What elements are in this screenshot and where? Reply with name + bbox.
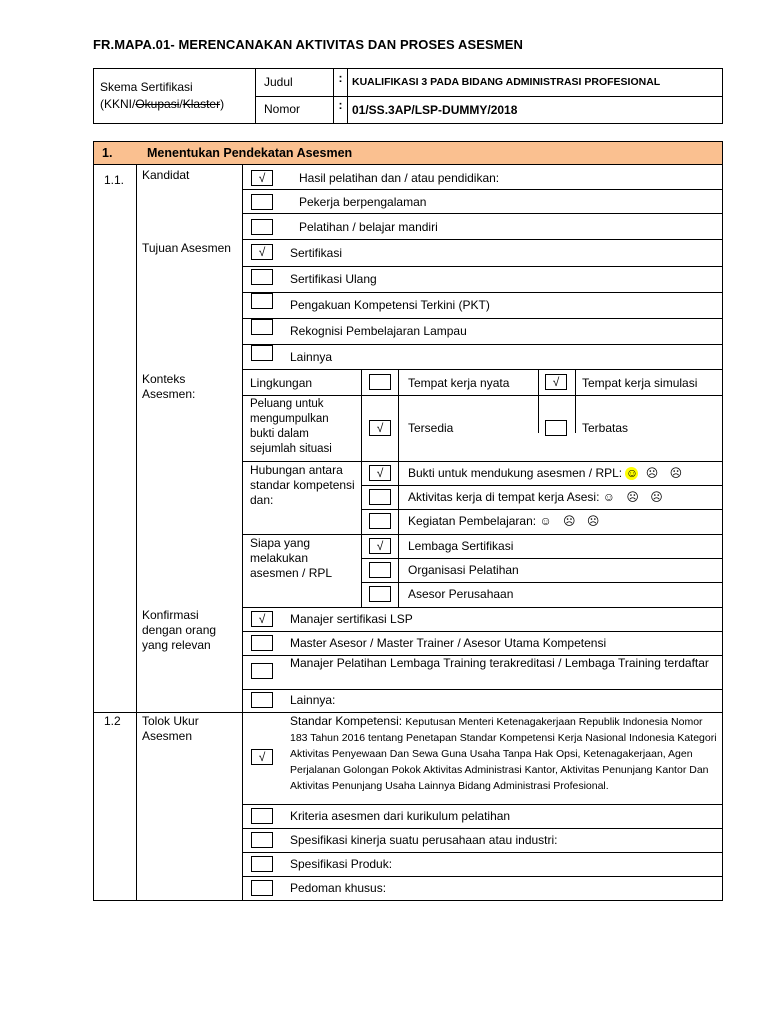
scheme-label: Skema Sertifikasi	[100, 80, 193, 94]
divider	[538, 369, 539, 433]
smiley-icon: ☺ ☹ ☹	[602, 490, 667, 504]
divider	[242, 534, 722, 535]
kandidat-option: Hasil pelatihan dan / atau pendidikan:	[299, 171, 500, 185]
standar-kompetensi-checkbox[interactable]: √	[251, 749, 273, 765]
tujuan-checkbox[interactable]	[251, 319, 273, 335]
kandidat-option: Pekerja berpengalaman	[299, 195, 427, 209]
divider	[242, 804, 722, 805]
konfirmasi-checkbox[interactable]	[251, 692, 273, 708]
kandidat-checkbox[interactable]: √	[251, 170, 273, 186]
hubungan-checkbox[interactable]	[369, 513, 391, 529]
divider	[575, 369, 576, 433]
tujuan-checkbox[interactable]	[251, 293, 273, 309]
kandidat-checkbox[interactable]	[251, 219, 273, 235]
tujuan-label: Tujuan Asesmen	[142, 241, 231, 255]
hubungan-checkbox[interactable]	[369, 489, 391, 505]
konfirmasi-checkbox[interactable]	[251, 635, 273, 651]
section-number: 1.	[102, 146, 113, 160]
tempat-kerja-simulasi-checkbox[interactable]: √	[545, 374, 567, 390]
tujuan-option: Lainnya	[290, 350, 333, 364]
konfirmasi-label: Konfirmasi dengan orang yang relevan	[142, 608, 217, 652]
tujuan-checkbox[interactable]	[251, 269, 273, 285]
konfirmasi-option: Lainnya:	[290, 693, 336, 707]
konteks-label: Konteks Asesmen:	[142, 372, 196, 401]
divider	[242, 239, 722, 240]
siapa-checkbox[interactable]: √	[369, 538, 391, 554]
nomor-label: Nomor	[256, 96, 334, 123]
divider	[242, 828, 722, 829]
siapa-option: Lembaga Sertifikasi	[408, 539, 514, 553]
divider	[398, 369, 399, 607]
divider	[361, 558, 722, 559]
tujuan-checkbox[interactable]	[251, 345, 273, 361]
divider	[242, 213, 722, 214]
tolok-ukur-checkbox[interactable]	[251, 832, 273, 848]
smiley-icon: ☺ ☹ ☹	[539, 514, 604, 528]
kandidat-checkbox[interactable]	[251, 194, 273, 210]
hubungan-option: Kegiatan Pembelajaran: ☺ ☹ ☹	[408, 514, 604, 528]
tolok-ukur-option: Pedoman khusus:	[290, 881, 387, 895]
tolok-ukur-option: Spesifikasi Produk:	[290, 857, 393, 871]
standar-kompetensi-text: Standar Kompetensi: Keputusan Menteri Ketenagakerjaan Republik Indonesia Nomor 183 Tahun 2016 tentang Penetapan Standar Kompetensi Kerja Nasional Indonesia Kategori Aktivitas Penyewaan Dan Sewa Guna Usaha Tanpa Hak Opsi, Ketenagakerjaan, Agen Perjalanan Golongan Pokok Aktivitas Administrasi Kantor, Aktivitas Penunjang Kantor Dan Aktivitas Penunjang Usaha Lainnya Bidang Administrasi Profesional.	[290, 714, 717, 792]
scheme-label-cell	[94, 69, 256, 123]
nomor-value: 01/SS.3AP/LSP-DUMMY/2018	[352, 103, 518, 117]
hubungan-option: Aktivitas kerja di tempat kerja Asesi: ☺ ☹ ☹	[408, 490, 667, 504]
tolok-ukur-checkbox[interactable]	[251, 856, 273, 872]
hubungan-option: Bukti untuk mendukung asesmen / RPL: ☺ ☹ ☹	[408, 466, 687, 480]
tempat-kerja-simulasi-label: Tempat kerja simulasi	[582, 376, 698, 390]
document-title: FR.MAPA.01- MERENCANAKAN AKTIVITAS DAN PROSES ASESMEN	[93, 37, 523, 52]
divider	[361, 582, 722, 583]
divider	[361, 369, 362, 607]
konfirmasi-option: Manajer Pelatihan Lembaga Training terakreditasi / Lembaga Training terdaftar	[290, 656, 709, 670]
tujuan-checkbox[interactable]: √	[251, 244, 273, 260]
siapa-checkbox[interactable]	[369, 562, 391, 578]
tujuan-option: Sertifikasi	[290, 246, 343, 260]
divider	[242, 461, 722, 462]
tolok-ukur-option: Spesifikasi kinerja suatu perusahaan atau industri:	[290, 833, 558, 847]
konfirmasi-checkbox[interactable]: √	[251, 611, 273, 627]
divider	[242, 631, 722, 632]
tersedia-label: Tersedia	[408, 421, 454, 435]
scheme-type-label: (KKNI/Okupasi/Klaster)	[100, 97, 225, 111]
tujuan-option: Sertifikasi Ulang	[290, 272, 377, 286]
judul-row	[256, 69, 722, 97]
konfirmasi-option: Master Asesor / Master Trainer / Asesor Utama Kompetensi	[290, 636, 607, 650]
judul-value: KUALIFIKASI 3 PADA BIDANG ADMINISTRASI PROFESIONAL	[352, 76, 661, 88]
hubungan-checkbox[interactable]: √	[369, 465, 391, 481]
tujuan-option: Rekognisi Pembelajaran Lampau	[290, 324, 467, 338]
tersedia-checkbox[interactable]: √	[369, 420, 391, 436]
siapa-label: Siapa yang melakukan asesmen / RPL	[250, 536, 333, 580]
divider	[242, 369, 722, 370]
nomor-row	[256, 96, 722, 123]
tolok-ukur-option: Kriteria asesmen dari kurikulum pelatihan	[290, 809, 511, 823]
divider	[242, 292, 722, 293]
divider	[242, 689, 722, 690]
tempat-kerja-nyata-label: Tempat kerja nyata	[408, 376, 510, 390]
divider	[242, 852, 722, 853]
divider	[242, 189, 722, 190]
tolok-ukur-checkbox[interactable]	[251, 880, 273, 896]
tujuan-option: Pengakuan Kompetensi Terkini (PKT)	[290, 298, 490, 312]
section-title: Menentukan Pendekatan Asesmen	[147, 146, 353, 160]
divider	[242, 607, 722, 608]
section-header	[94, 142, 722, 165]
subsection-number: 1.1.	[104, 173, 125, 187]
kandidat-label: Kandidat	[142, 168, 190, 182]
smiley-selected-icon: ☺	[625, 466, 639, 480]
divider	[242, 344, 722, 345]
tolok-ukur-checkbox[interactable]	[251, 808, 273, 824]
divider	[242, 395, 722, 396]
konfirmasi-checkbox[interactable]	[251, 663, 273, 679]
scheme-header-table	[93, 68, 723, 124]
siapa-option: Asesor Perusahaan	[408, 587, 514, 601]
terbatas-checkbox[interactable]	[545, 420, 567, 436]
subsection-number: 1.2	[104, 714, 121, 728]
kandidat-option: Pelatihan / belajar mandiri	[299, 220, 438, 234]
siapa-option: Organisasi Pelatihan	[408, 563, 519, 577]
tempat-kerja-nyata-checkbox[interactable]	[369, 374, 391, 390]
peluang-label: Peluang untuk mengumpulkan bukti dalam sejumlah situasi	[250, 398, 332, 455]
siapa-checkbox[interactable]	[369, 586, 391, 602]
divider	[242, 165, 243, 900]
divider	[361, 509, 722, 510]
divider	[361, 485, 722, 486]
divider	[242, 318, 722, 319]
judul-colon: :	[334, 69, 348, 96]
divider	[242, 876, 722, 877]
konfirmasi-option: Manajer sertifikasi LSP	[290, 612, 413, 626]
judul-label: Judul	[256, 69, 334, 96]
divider	[94, 712, 722, 713]
divider	[242, 266, 722, 267]
lingkungan-label: Lingkungan	[250, 376, 313, 390]
tolok-ukur-label: Tolok Ukur Asesmen	[142, 714, 199, 743]
divider	[136, 165, 137, 900]
assessment-form	[93, 141, 723, 901]
hubungan-label: Hubungan antara standar kompetensi dan:	[250, 463, 355, 507]
terbatas-label: Terbatas	[582, 421, 629, 435]
nomor-colon: :	[334, 96, 348, 123]
